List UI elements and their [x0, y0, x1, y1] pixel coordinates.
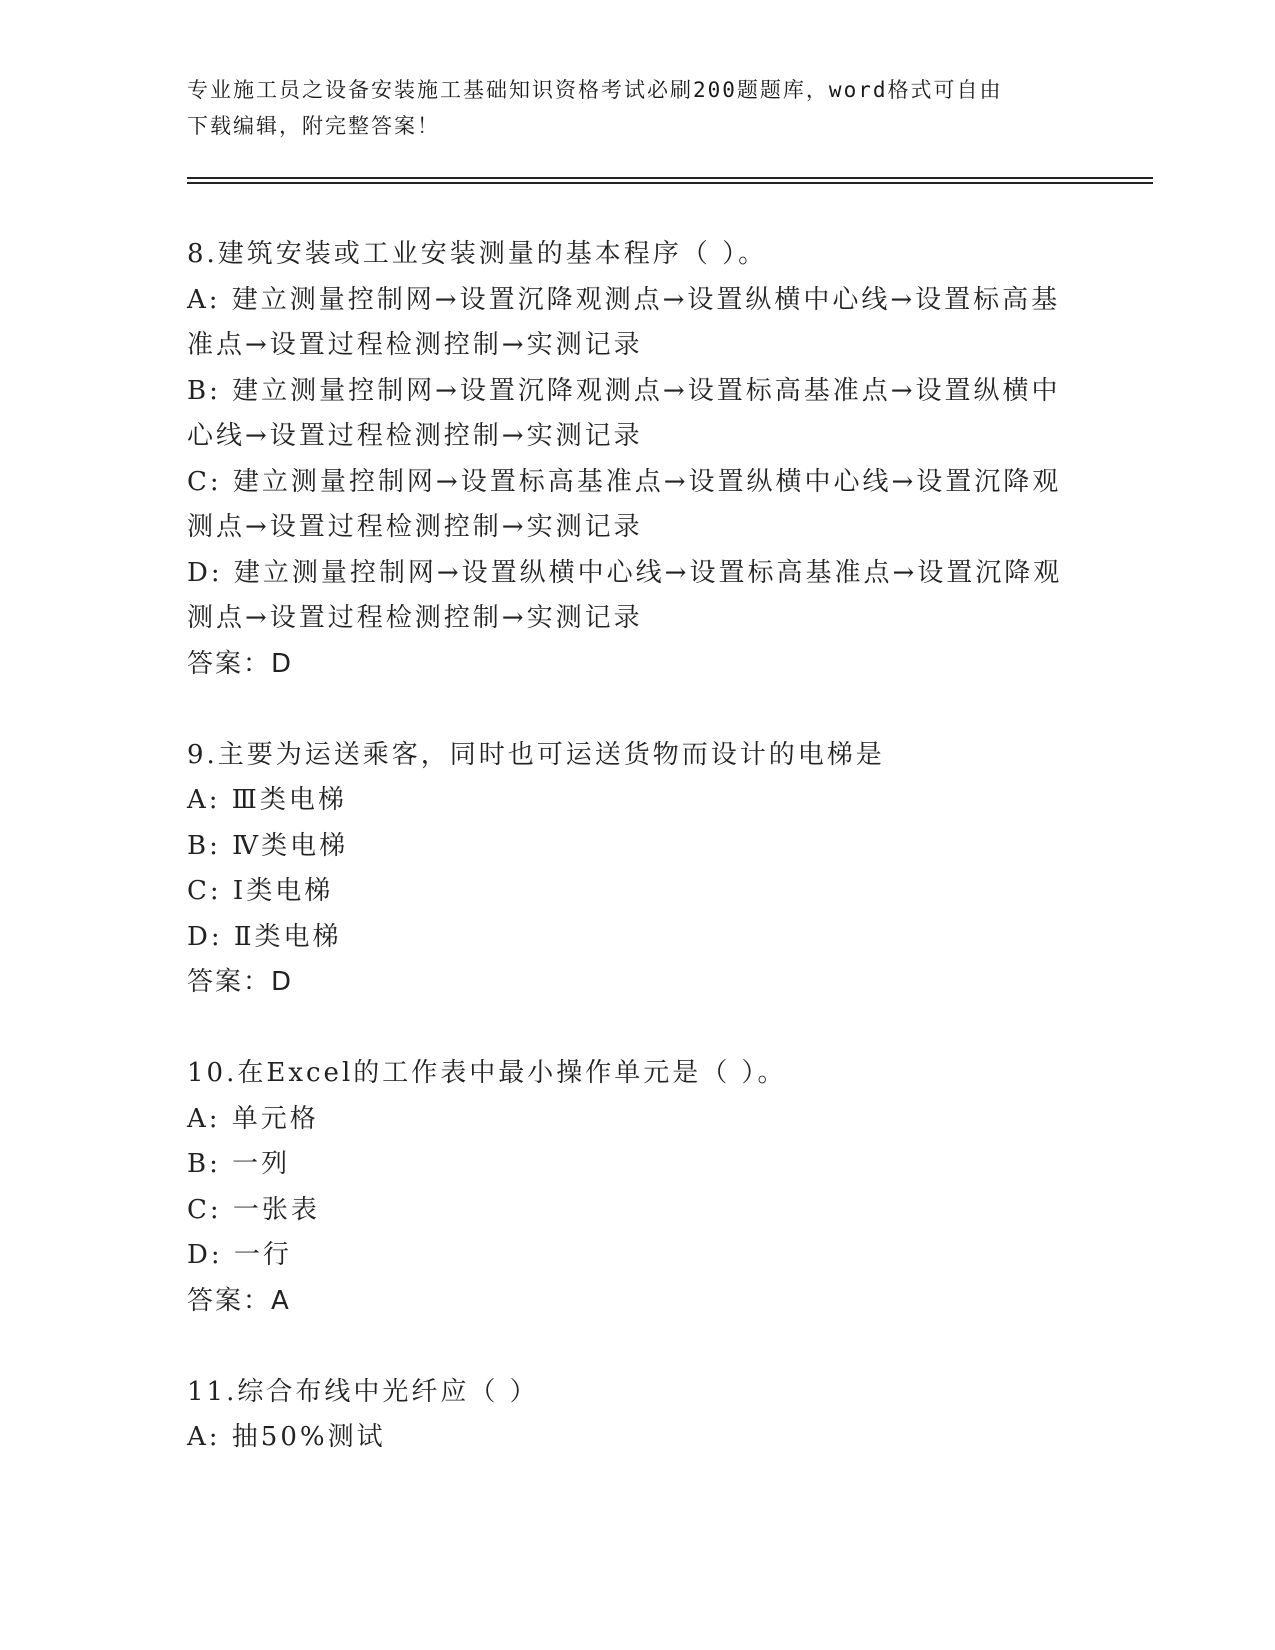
question-stem: 10.在Excel的工作表中最小操作单元是（ ）。: [187, 1058, 787, 1088]
option-line: A: 抽50%测试: [187, 1422, 386, 1452]
option-line: 准点→设置过程检测控制→实测记录: [187, 330, 643, 360]
header-divider-bottom: [187, 182, 1153, 184]
option-line: A: 建立测量控制网→设置沉降观测点→设置纵横中心线→设置标高基: [187, 284, 1061, 315]
option-line: 测点→设置过程检测控制→实测记录: [187, 512, 643, 542]
question-stem: 8.建筑安装或工业安装测量的基本程序（ ）。: [187, 239, 768, 269]
header-line-1: 专业施工员之设备安装施工基础知识资格考试必刷200题题库，word格式可自由: [187, 78, 1003, 102]
question-block: [187, 733, 1087, 1006]
option-line: B: 一列: [187, 1149, 291, 1179]
question-block: [187, 232, 1087, 687]
answer-line: 答案：D: [187, 648, 294, 679]
question-block: [187, 1051, 1087, 1324]
question-stem: 9.主要为运送乘客，同时也可运送货物而设计的电梯是: [187, 739, 885, 770]
option-line: 测点→设置过程检测控制→实测记录: [187, 603, 643, 633]
option-line: D: Ⅱ类电梯: [187, 921, 342, 952]
question-list: [187, 232, 1087, 1506]
option-line: C: 一张表: [187, 1194, 320, 1225]
option-line: B: 建立测量控制网→设置沉降观测点→设置标高基准点→设置纵横中: [187, 375, 1061, 406]
option-line: D: 一行: [187, 1240, 292, 1270]
question-block: [187, 1370, 1087, 1461]
option-line: A: Ⅲ类电梯: [187, 785, 347, 815]
header-divider-top: [187, 177, 1153, 179]
document-header: [187, 72, 1087, 144]
answer-line: 答案：A: [187, 1285, 291, 1316]
option-line: C: 建立测量控制网→设置标高基准点→设置纵横中心线→设置沉降观: [187, 466, 1062, 497]
question-stem: 11.综合布线中光纤应（ ）: [187, 1376, 539, 1407]
option-line: A: 单元格: [187, 1103, 319, 1134]
option-line: B: Ⅳ类电梯: [187, 830, 349, 861]
answer-line: 答案：D: [187, 967, 294, 997]
option-line: D: 建立测量控制网→设置纵横中心线→设置标高基准点→设置沉降观: [187, 557, 1063, 588]
option-line: 心线→设置过程检测控制→实测记录: [187, 421, 643, 451]
option-line: C: Ⅰ类电梯: [187, 876, 334, 906]
header-line-2: 下载编辑，附完整答案！: [187, 114, 440, 138]
